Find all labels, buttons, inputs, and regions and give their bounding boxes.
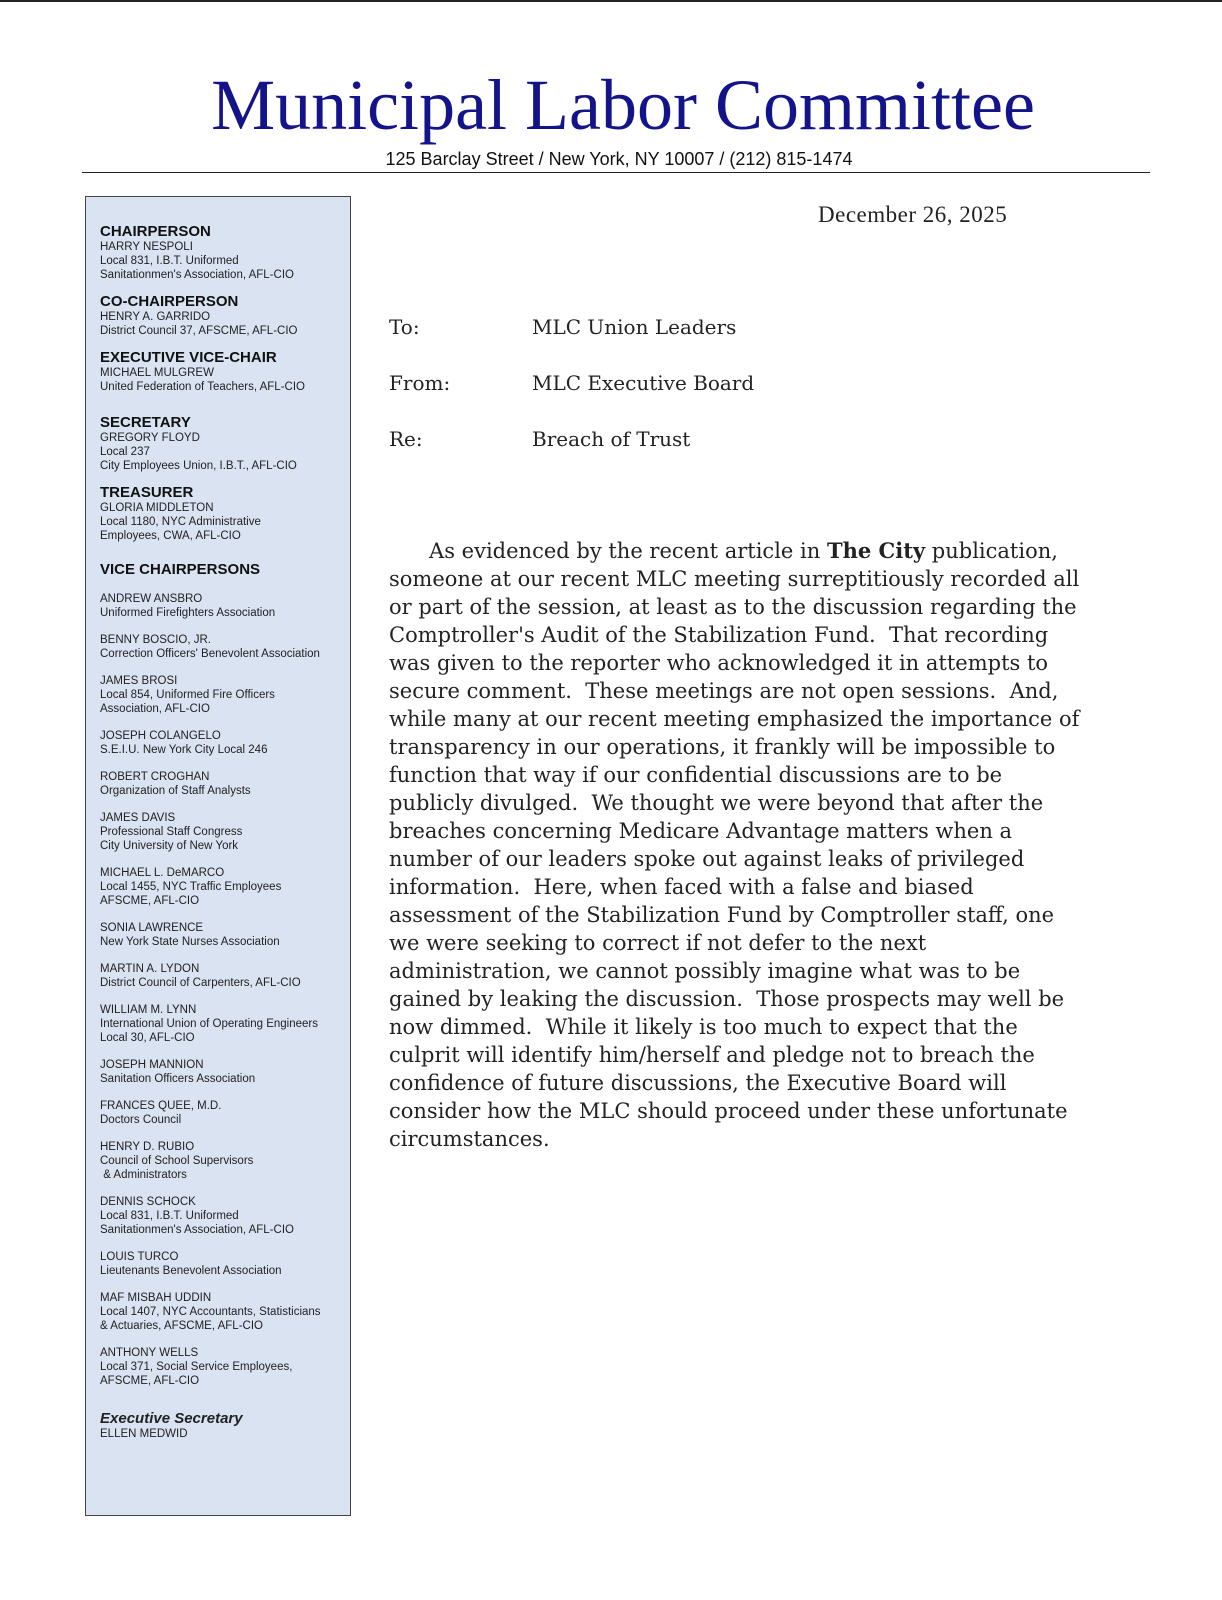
officer-line: Local 831, I.B.T. Uniformed — [100, 255, 239, 267]
body-text: publication, — [925, 539, 1058, 563]
executive-secretary — [100, 1410, 350, 1441]
vice-chair-affiliation: AFSCME, AFL-CIO — [100, 895, 200, 907]
vice-chair-name: BENNY BOSCIO, JR. — [100, 634, 211, 646]
vice-chair-entry — [100, 866, 350, 908]
officer-title: SECRETARY — [100, 414, 191, 431]
vice-chair-name: MARTIN A. LYDON — [100, 963, 200, 975]
vice-chair-name: ANTHONY WELLS — [100, 1347, 199, 1359]
vice-chairpersons-list — [100, 592, 350, 1388]
vice-chair-name: JOSEPH MANNION — [100, 1059, 204, 1071]
vice-chair-affiliation: Sanitationmen's Association, AFL-CIO — [100, 1224, 294, 1236]
vice-chair-entry — [100, 633, 350, 661]
vice-chair-name: WILLIAM M. LYNN — [100, 1004, 197, 1016]
vice-chair-entry — [100, 592, 350, 620]
vice-chair-name: DENNIS SCHOCK — [100, 1196, 196, 1208]
body-line: confidence of future discussions, the Executive Board will — [389, 1071, 1007, 1095]
vice-chair-affiliation: City University of New York — [100, 840, 239, 852]
vice-chair-entry — [100, 1346, 350, 1388]
to-label: To: — [389, 315, 420, 339]
body-line: we were seeking to correct if not defer to the next — [389, 931, 927, 955]
vice-chair-name: SONIA LAWRENCE — [100, 922, 204, 934]
body-line: circumstances. — [389, 1127, 550, 1151]
publication-name: The City — [826, 538, 926, 563]
letterhead-address: 125 Barclay Street / New York, NY 10007 / (212) 815-1474 — [385, 149, 853, 169]
officer-line: GLORIA MIDDLETON — [100, 502, 214, 514]
vice-chair-entry — [100, 1099, 350, 1127]
vice-chair-entry — [100, 921, 350, 949]
body-line: publicly divulged. We thought we were beyond that after the — [389, 791, 1044, 815]
vice-chair-affiliation: Local 1455, NYC Traffic Employees — [100, 881, 282, 893]
vice-chair-entry — [100, 1058, 350, 1086]
vice-chair-affiliation: & Actuaries, AFSCME, AFL-CIO — [100, 1320, 263, 1332]
body-line: function that way if our confidential discussions are to be — [389, 763, 1003, 787]
body-line: now dimmed. While it likely is too much to expect that the — [389, 1015, 1018, 1039]
officer-entry — [100, 349, 350, 394]
to-value: MLC Union Leaders — [532, 315, 737, 339]
vice-chair-entry — [100, 729, 350, 757]
re-label: Re: — [389, 427, 423, 451]
body-text: As evidenced by the recent article in — [389, 539, 827, 563]
vice-chair-affiliation: Local 371, Social Service Employees, — [100, 1361, 293, 1373]
officer-line: GREGORY FLOYD — [100, 432, 200, 444]
vice-chair-affiliation: Council of School Supervisors — [100, 1155, 254, 1167]
officer-title: CHAIRPERSON — [100, 223, 211, 240]
body-line — [389, 537, 1169, 565]
vice-chair-name: LOUIS TURCO — [100, 1251, 179, 1263]
vice-chair-affiliation: Professional Staff Congress — [100, 826, 243, 838]
vice-chair-name: HENRY D. RUBIO — [100, 1141, 195, 1153]
vice-chair-affiliation: International Union of Operating Engineers — [100, 1018, 319, 1030]
body-line: culprit will identify him/herself and pledge not to breach the — [389, 1043, 1035, 1067]
body-line: gained by leaking the discussion. Those prospects may well be — [389, 987, 1065, 1011]
vice-chair-affiliation: AFSCME, AFL-CIO — [100, 1375, 200, 1387]
vice-chair-affiliation: Uniformed Firefighters Association — [100, 607, 276, 619]
from-label: From: — [389, 371, 451, 395]
vice-chair-name: ANDREW ANSBRO — [100, 593, 203, 605]
header-divider — [82, 172, 1150, 173]
body-line: or part of the session, at least as to the discussion regarding the — [389, 595, 1077, 619]
vice-chair-entry — [100, 674, 350, 716]
vice-chair-affiliation: Local 854, Uniformed Fire Officers — [100, 689, 275, 701]
officer-entry — [100, 484, 350, 543]
officer-entry — [100, 414, 350, 473]
body-line: while many at our recent meeting emphasized the importance of — [389, 707, 1080, 731]
vice-chair-affiliation: New York State Nurses Association — [100, 936, 280, 948]
officers-list — [100, 223, 350, 543]
from-value: MLC Executive Board — [532, 371, 755, 395]
vice-chair-entry — [100, 1140, 350, 1182]
vice-chair-entry — [100, 770, 350, 798]
body-line: breaches concerning Medicare Advantage matters when a — [389, 819, 1013, 843]
vice-chair-name: ROBERT CROGHAN — [100, 771, 210, 783]
memo-date: December 26, 2025 — [818, 202, 1008, 227]
body-line: secure comment. These meetings are not open sessions. And, — [389, 679, 1059, 703]
letterhead-title: Municipal Labor Committee — [211, 65, 1035, 145]
officer-line: HENRY A. GARRIDO — [100, 311, 211, 323]
vice-chair-name: MICHAEL L. DeMARCO — [100, 867, 225, 879]
body-line: transparency in our operations, it frankly will be impossible to — [389, 735, 1056, 759]
vice-chair-entry — [100, 1195, 350, 1237]
vice-chair-affiliation: & Administrators — [100, 1169, 187, 1181]
body-line: number of our leaders spoke out against leaks of privileged — [389, 847, 1025, 871]
vice-chair-affiliation: Lieutenants Benevolent Association — [100, 1265, 282, 1277]
officer-line: MICHAEL MULGREW — [100, 367, 214, 379]
executive-secretary-title: Executive Secretary — [100, 1410, 243, 1427]
vice-chair-name: JAMES BROSI — [100, 675, 178, 687]
vice-chair-affiliation: District Council of Carpenters, AFL-CIO — [100, 977, 301, 989]
officer-title: CO-CHAIRPERSON — [100, 293, 239, 310]
vice-chair-affiliation: Sanitation Officers Association — [100, 1073, 256, 1085]
officers-sidebar — [85, 196, 351, 1516]
vice-chair-name: FRANCES QUEE, M.D. — [100, 1100, 222, 1112]
officer-line: District Council 37, AFSCME, AFL-CIO — [100, 325, 298, 337]
vice-chair-name: JOSEPH COLANGELO — [100, 730, 221, 742]
body-line: someone at our recent MLC meeting surreptitiously recorded all — [389, 567, 1080, 591]
memo-body — [389, 537, 1169, 1153]
vice-chair-affiliation: Doctors Council — [100, 1114, 182, 1126]
vice-chair-affiliation: Correction Officers' Benevolent Association — [100, 648, 320, 660]
vice-chair-entry — [100, 1250, 350, 1278]
officer-line: City Employees Union, I.B.T., AFL-CIO — [100, 460, 297, 472]
officer-title: TREASURER — [100, 484, 194, 501]
body-lines — [389, 565, 1169, 1153]
vice-chair-entry — [100, 1291, 350, 1333]
officer-line: Sanitationmen's Association, AFL-CIO — [100, 269, 294, 281]
body-line: was given to the reporter who acknowledged it in attempts to — [389, 651, 1049, 675]
executive-secretary-name: ELLEN MEDWID — [100, 1428, 188, 1440]
vice-chair-entry — [100, 962, 350, 990]
vice-chair-affiliation: Organization of Staff Analysts — [100, 785, 251, 797]
vice-chairpersons-heading: VICE CHAIRPERSONS — [100, 561, 261, 578]
vice-chair-affiliation: Association, AFL-CIO — [100, 703, 210, 715]
officer-title: EXECUTIVE VICE-CHAIR — [100, 349, 277, 366]
vice-chair-name: JAMES DAVIS — [100, 812, 176, 824]
body-line: Comptroller's Audit of the Stabilization Fund. That recording — [389, 623, 1049, 647]
vice-chair-affiliation: S.E.I.U. New York City Local 246 — [100, 744, 268, 756]
vice-chair-affiliation: Local 1407, NYC Accountants, Statisticians — [100, 1306, 321, 1318]
body-line: assessment of the Stabilization Fund by Comptroller staff, one — [389, 903, 1055, 927]
officer-line: HARRY NESPOLI — [100, 241, 193, 253]
re-value: Breach of Trust — [532, 427, 691, 451]
officer-line: United Federation of Teachers, AFL-CIO — [100, 381, 305, 393]
body-line: information. Here, when faced with a false and biased — [389, 875, 974, 899]
officer-entry — [100, 293, 350, 338]
officer-line: Local 1180, NYC Administrative — [100, 516, 261, 528]
vice-chair-affiliation: Local 30, AFL-CIO — [100, 1032, 195, 1044]
vice-chair-name: MAF MISBAH UDDIN — [100, 1292, 212, 1304]
officer-entry — [100, 223, 350, 282]
officer-line: Local 237 — [100, 446, 150, 458]
body-line: administration, we cannot possibly imagine what was to be — [389, 959, 1021, 983]
officer-line: Employees, CWA, AFL-CIO — [100, 530, 241, 542]
vice-chair-entry — [100, 811, 350, 853]
body-line: consider how the MLC should proceed under these unfortunate — [389, 1099, 1068, 1123]
vice-chair-entry — [100, 1003, 350, 1045]
vice-chair-affiliation: Local 831, I.B.T. Uniformed — [100, 1210, 239, 1222]
